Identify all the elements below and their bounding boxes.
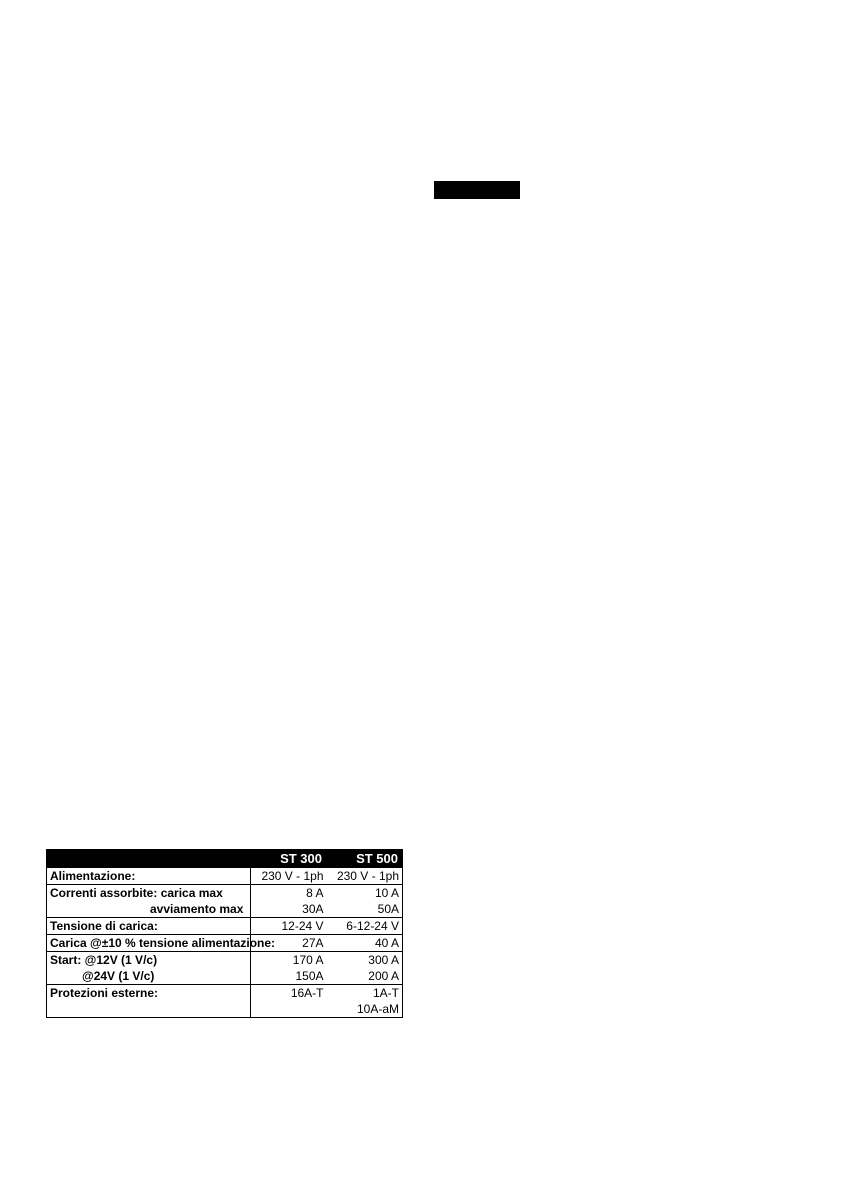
row-label: Protezioni esterne:: [47, 985, 251, 1002]
row-label: Carica @±10 % tensione alimentazione:: [47, 935, 251, 952]
st500-value: 300 A: [327, 952, 403, 969]
st300-value: 30A: [251, 901, 327, 918]
row-label: [47, 1001, 251, 1018]
table-row: [47, 935, 403, 952]
st500-value: 200 A: [327, 968, 403, 985]
st300-value: 12-24 V: [251, 918, 327, 935]
table-row: [47, 868, 403, 885]
st300-value: [251, 1001, 327, 1018]
st500-value: 230 V - 1ph: [327, 868, 403, 885]
st500-value: 10A-aM: [327, 1001, 403, 1018]
table-row: [47, 885, 403, 902]
row-label: avviamento max: [47, 901, 251, 918]
table-row: [47, 985, 403, 1002]
st500-value: 40 A: [327, 935, 403, 952]
st300-value: 170 A: [292, 953, 324, 967]
st500-value: 50A: [327, 901, 403, 918]
st300-value: 27A: [251, 935, 327, 952]
st500-value: 1A-T: [327, 985, 403, 1002]
table-row: [47, 952, 403, 969]
header-empty-cell: [47, 850, 251, 868]
table-row: [47, 1001, 403, 1018]
table-row: [47, 918, 403, 935]
st300-value: 16A-T: [290, 986, 324, 1000]
table-row: [47, 901, 403, 918]
row-label: Correnti assorbite: carica max: [47, 885, 251, 902]
specifications-table: [46, 849, 403, 1018]
table-header-row: [47, 850, 403, 868]
table-row: [47, 968, 403, 985]
st300-value: 8 A: [306, 886, 324, 900]
row-label: Tensione di carica:: [47, 918, 251, 935]
black-redaction-bar: [434, 181, 520, 199]
st500-value: 10 A: [327, 885, 403, 902]
header-st500: ST 500: [327, 850, 403, 868]
st300-value: 150A: [251, 968, 327, 985]
header-st300: ST 300: [251, 850, 327, 868]
st500-value: 6-12-24 V: [327, 918, 403, 935]
row-label: @24V (1 V/c): [47, 968, 251, 985]
st300-value: 230 V - 1ph: [251, 868, 327, 885]
row-label: Start: @12V (1 V/c): [47, 952, 251, 969]
row-label: Alimentazione:: [47, 868, 251, 885]
